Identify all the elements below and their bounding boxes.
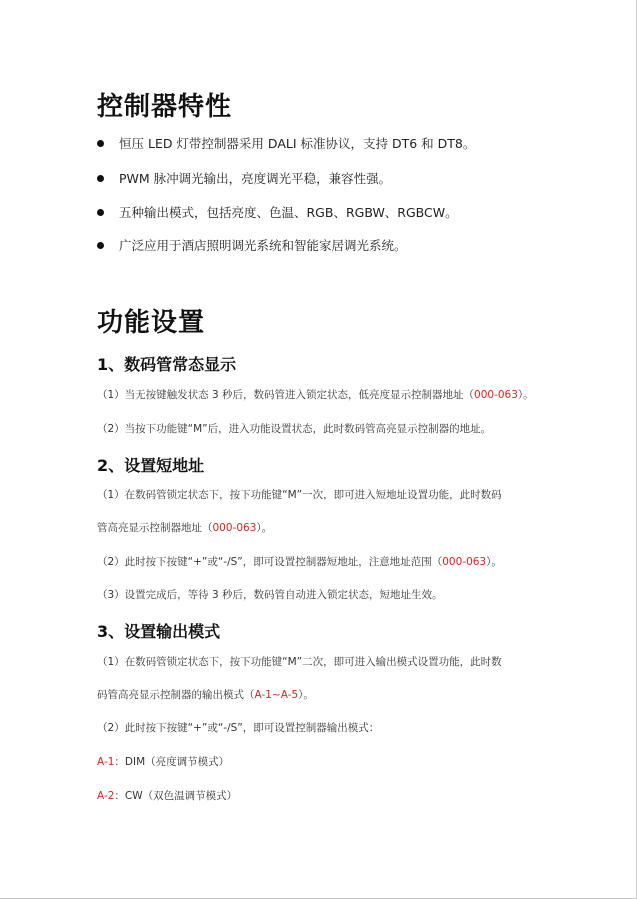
mode-item: A-2：CW（双色温调节模式） bbox=[97, 790, 238, 802]
subheading-display: 1、数码管常态显示 bbox=[97, 355, 237, 374]
bullet-dot-icon bbox=[97, 175, 104, 182]
paragraph: （2）此时按下按键“+”或“-/S”，即可设置控制器输出模式： bbox=[97, 722, 380, 734]
list-item: PWM 脉冲调光输出，亮度调光平稳，兼容性强。 bbox=[97, 169, 391, 187]
paragraph: 码管高亮显示控制器的输出模式（A-1~A-5）。 bbox=[97, 689, 314, 701]
section-title-features: 控制器特性 bbox=[97, 92, 233, 122]
paragraph: （3）设置完成后，等待 3 秒后，数码管自动进入锁定状态，短地址生效。 bbox=[97, 589, 443, 601]
list-item: 五种输出模式，包括亮度、色温、RGB、RGBW、RGBCW。 bbox=[97, 203, 458, 221]
subheading-short-address: 2、设置短地址 bbox=[97, 456, 205, 475]
paragraph: 管高亮显示控制器地址（000-063）。 bbox=[97, 522, 273, 534]
mode-item: A-1：DIM（亮度调节模式） bbox=[97, 756, 230, 768]
paragraph: （2）当按下功能键“M”后，进入功能设置状态，此时数码管高亮显示控制器的地址。 bbox=[97, 423, 492, 435]
bullet-dot-icon bbox=[97, 242, 104, 249]
paragraph: （1）在数码管锁定状态下，按下功能键“M”一次，即可进入短地址设置功能，此时数码 bbox=[97, 489, 502, 501]
bullet-dot-icon bbox=[97, 209, 104, 216]
paragraph: （1）当无按键触发状态 3 秒后，数码管进入锁定状态，低亮度显示控制器地址（000-063）。 bbox=[97, 389, 534, 401]
list-item: 广泛应用于酒店照明调光系统和智能家居调光系统。 bbox=[97, 236, 407, 254]
paragraph: （1）在数码管锁定状态下，按下功能键“M”二次，即可进入输出模式设置功能，此时数 bbox=[97, 656, 502, 668]
paragraph: （2）此时按下按键“+”或“-/S”，即可设置控制器短地址，注意地址范围（000-063）。 bbox=[97, 556, 502, 568]
bullet-dot-icon bbox=[97, 140, 104, 147]
section-title-settings: 功能设置 bbox=[97, 308, 206, 338]
list-item: 恒压 LED 灯带控制器采用 DALI 标准协议，支持 DT6 和 DT8。 bbox=[97, 134, 475, 152]
subheading-output-mode: 3、设置输出模式 bbox=[97, 622, 221, 641]
